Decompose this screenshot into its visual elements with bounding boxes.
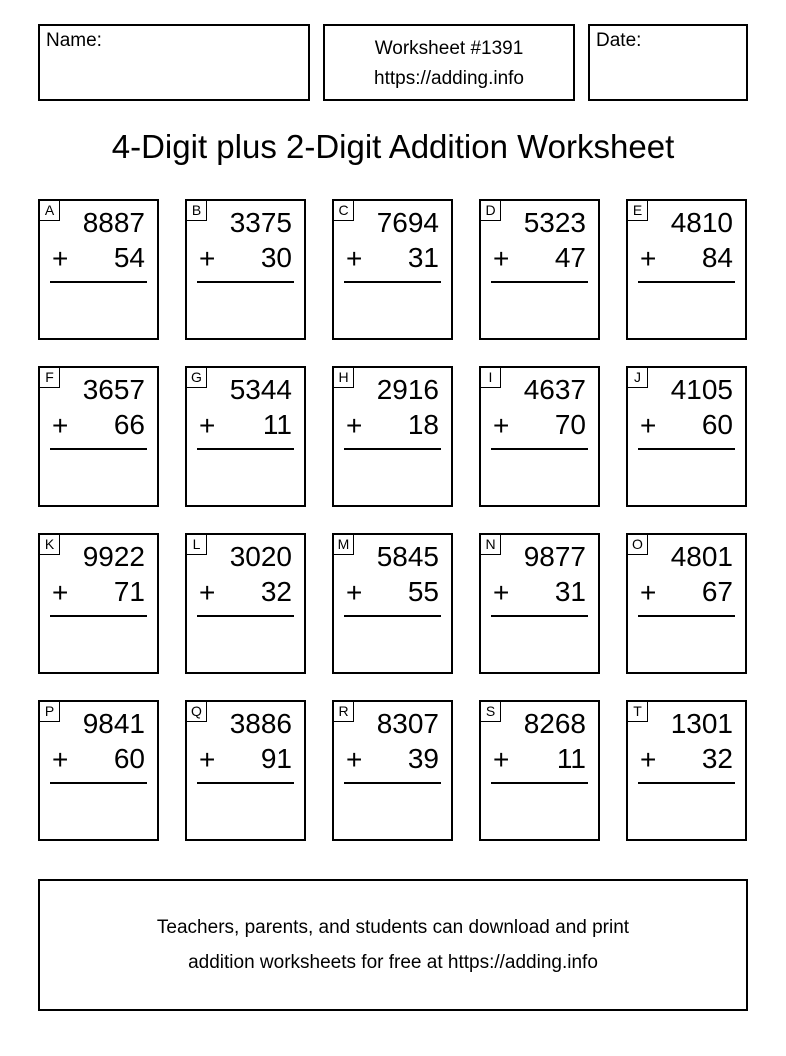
problem-box xyxy=(332,366,453,507)
problem-box xyxy=(479,366,600,507)
top-addend: 4801 xyxy=(670,541,733,572)
answer-line xyxy=(491,782,588,784)
footer-text-line-1: Teachers, parents, and students can download and print xyxy=(156,917,630,938)
plus-sign: + xyxy=(493,243,510,274)
problem-letter: N xyxy=(481,535,501,555)
bottom-addend: 66 xyxy=(113,409,145,440)
answer-line xyxy=(638,615,735,617)
top-addend: 9877 xyxy=(523,541,586,572)
problem-box xyxy=(479,533,600,674)
plus-sign: + xyxy=(640,410,657,441)
date-field-box xyxy=(588,24,748,101)
bottom-addend: 60 xyxy=(701,409,733,440)
bottom-addend: 11 xyxy=(262,409,292,440)
problem-box xyxy=(626,700,747,841)
problem-letter: L xyxy=(187,535,207,555)
problem-box xyxy=(479,700,600,841)
top-addend: 3657 xyxy=(82,374,145,405)
plus-sign: + xyxy=(493,744,510,775)
problem-box xyxy=(185,700,306,841)
top-addend: 8307 xyxy=(376,708,439,739)
bottom-addend: 39 xyxy=(407,743,439,774)
answer-line xyxy=(197,782,294,784)
answer-line xyxy=(638,782,735,784)
plus-sign: + xyxy=(346,744,363,775)
name-field-box xyxy=(38,24,310,101)
answer-line xyxy=(491,615,588,617)
problem-letter: G xyxy=(187,368,207,388)
bottom-addend: 60 xyxy=(113,743,145,774)
problem-letter: I xyxy=(481,368,501,388)
answer-line xyxy=(50,782,147,784)
bottom-addend: 91 xyxy=(260,743,292,774)
top-addend: 1301 xyxy=(670,708,733,739)
problem-letter: F xyxy=(40,368,60,388)
plus-sign: + xyxy=(493,577,510,608)
bottom-addend: 84 xyxy=(701,242,733,273)
bottom-addend: 30 xyxy=(260,242,292,273)
problem-box xyxy=(185,199,306,340)
plus-sign: + xyxy=(346,243,363,274)
answer-line xyxy=(344,782,441,784)
plus-sign: + xyxy=(346,410,363,441)
plus-sign: + xyxy=(52,744,69,775)
problem-letter: H xyxy=(334,368,354,388)
top-addend: 3375 xyxy=(229,207,292,238)
top-addend: 4105 xyxy=(670,374,733,405)
problem-box xyxy=(185,366,306,507)
problem-letter: A xyxy=(40,201,60,221)
plus-sign: + xyxy=(493,410,510,441)
problem-letter: Q xyxy=(187,702,207,722)
top-addend: 5344 xyxy=(229,374,292,405)
problem-box xyxy=(626,533,747,674)
top-addend: 2916 xyxy=(376,374,439,405)
answer-line xyxy=(491,448,588,450)
problem-letter: M xyxy=(334,535,354,555)
top-addend: 8887 xyxy=(82,207,145,238)
problem-letter: S xyxy=(481,702,501,722)
problem-box xyxy=(626,366,747,507)
plus-sign: + xyxy=(52,410,69,441)
problem-letter: O xyxy=(628,535,648,555)
problem-letter: B xyxy=(187,201,207,221)
answer-line xyxy=(197,448,294,450)
problem-letter: K xyxy=(40,535,60,555)
plus-sign: + xyxy=(199,744,216,775)
worksheet-info-box xyxy=(323,24,575,101)
problem-letter: D xyxy=(481,201,501,221)
top-addend: 4810 xyxy=(670,207,733,238)
plus-sign: + xyxy=(52,577,69,608)
problem-box xyxy=(332,533,453,674)
top-addend: 5845 xyxy=(376,541,439,572)
bottom-addend: 47 xyxy=(554,242,586,273)
problem-box xyxy=(38,199,159,340)
problem-box xyxy=(332,199,453,340)
problem-letter: R xyxy=(334,702,354,722)
problem-letter: E xyxy=(628,201,648,221)
footer-box xyxy=(38,879,748,1011)
answer-line xyxy=(344,281,441,283)
top-addend: 3886 xyxy=(229,708,292,739)
problem-box xyxy=(626,199,747,340)
top-addend: 7694 xyxy=(376,207,439,238)
problem-box xyxy=(332,700,453,841)
problem-letter: T xyxy=(628,702,648,722)
problem-box xyxy=(38,366,159,507)
date-label: Date: xyxy=(596,30,642,51)
answer-line xyxy=(197,281,294,283)
name-label: Name: xyxy=(46,30,102,51)
answer-line xyxy=(50,281,147,283)
problem-letter: P xyxy=(40,702,60,722)
plus-sign: + xyxy=(52,243,69,274)
problem-box xyxy=(38,700,159,841)
bottom-addend: 54 xyxy=(113,242,145,273)
bottom-addend: 32 xyxy=(260,576,292,607)
bottom-addend: 31 xyxy=(407,242,439,273)
plus-sign: + xyxy=(199,410,216,441)
answer-line xyxy=(50,615,147,617)
plus-sign: + xyxy=(346,577,363,608)
bottom-addend: 67 xyxy=(701,576,733,607)
bottom-addend: 55 xyxy=(407,576,439,607)
problem-letter: J xyxy=(628,368,648,388)
plus-sign: + xyxy=(199,577,216,608)
problem-letter: C xyxy=(334,201,354,221)
answer-line xyxy=(50,448,147,450)
answer-line xyxy=(197,615,294,617)
plus-sign: + xyxy=(640,577,657,608)
plus-sign: + xyxy=(199,243,216,274)
problem-box xyxy=(38,533,159,674)
worksheet-website: https://adding.info xyxy=(374,68,524,89)
answer-line xyxy=(344,448,441,450)
footer-text-line-2: addition worksheets for free at https://adding.info xyxy=(188,952,598,973)
page-title: 4-Digit plus 2-Digit Addition Worksheet xyxy=(111,128,675,165)
top-addend: 9922 xyxy=(82,541,145,572)
top-addend: 4637 xyxy=(523,374,586,405)
worksheet-number: Worksheet #1391 xyxy=(374,38,524,59)
problem-box xyxy=(479,199,600,340)
bottom-addend: 32 xyxy=(701,743,733,774)
answer-line xyxy=(638,448,735,450)
top-addend: 5323 xyxy=(523,207,586,238)
top-addend: 8268 xyxy=(523,708,586,739)
bottom-addend: 70 xyxy=(554,409,586,440)
bottom-addend: 18 xyxy=(407,409,439,440)
problem-box xyxy=(185,533,306,674)
bottom-addend: 71 xyxy=(113,576,145,607)
answer-line xyxy=(638,281,735,283)
answer-line xyxy=(491,281,588,283)
plus-sign: + xyxy=(640,243,657,274)
top-addend: 3020 xyxy=(229,541,292,572)
plus-sign: + xyxy=(640,744,657,775)
bottom-addend: 31 xyxy=(554,576,586,607)
bottom-addend: 11 xyxy=(556,743,586,774)
top-addend: 9841 xyxy=(82,708,145,739)
answer-line xyxy=(344,615,441,617)
